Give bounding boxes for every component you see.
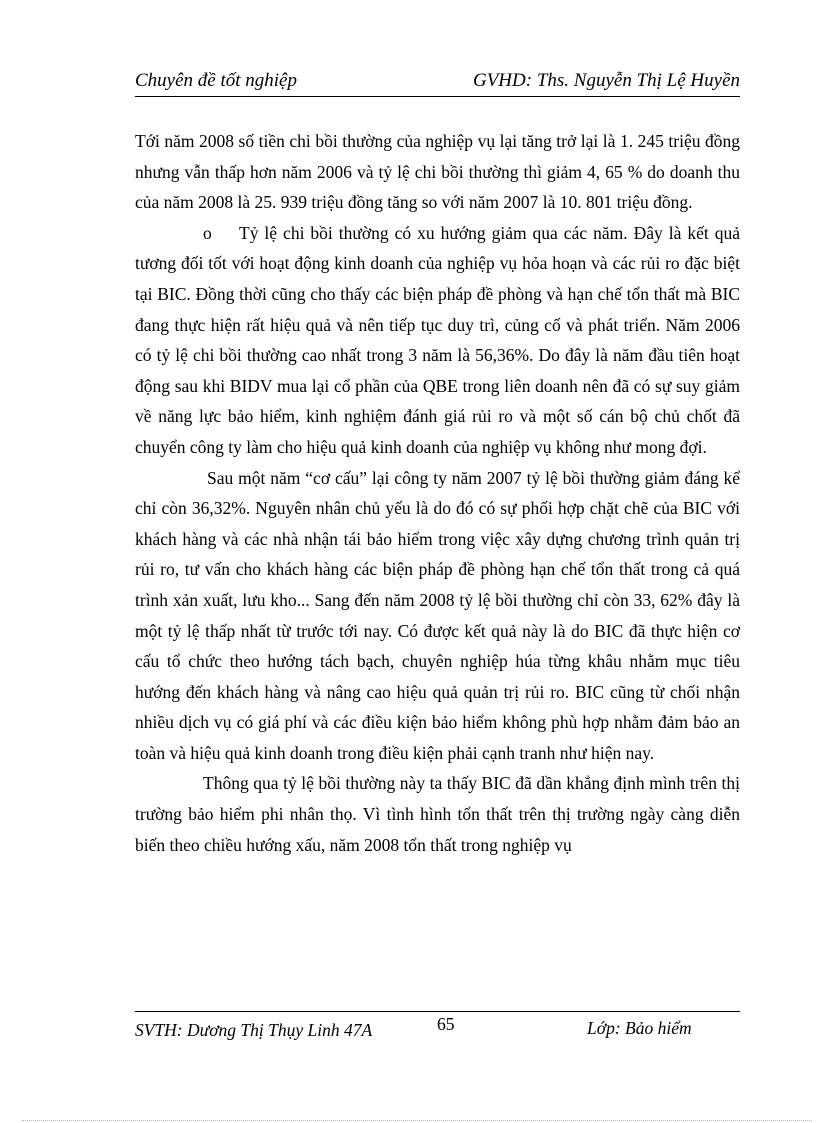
- bullet-circle-icon: o: [203, 222, 212, 243]
- header-course-title: Chuyên đề tốt nghiệp: [135, 70, 297, 91]
- paragraph-2: [135, 218, 740, 463]
- page-header: [135, 66, 740, 97]
- footer-class: Lớp: Bảo hiểm: [587, 1018, 692, 1038]
- footer-student: SVTH: Dương Thị Thụy Linh 47A: [135, 1020, 373, 1040]
- document-body: [135, 126, 740, 860]
- header-supervisor: GVHD: Ths. Nguyễn Thị Lệ Huyền: [472, 70, 740, 91]
- paragraph-3: Sau một năm “cơ cấu” lại công ty năm 2007 tỷ lệ bồi thường giảm đáng kể chỉ còn 36,32%. Nguyên nhân chủ yếu là do đó có sự phối hợp chặt chẽ của BIC với khách hàng và các nhà nhận tái bảo hiểm trong việc xây dựng chương trình quản trị rủi ro, tư vấn cho khách hàng các biện pháp đề phòng hạn chế tổn thất trong cả quá trình xản xuất, lưu kho... Sang đến năm 2008 tỷ lệ bồi thường chỉ còn 33, 62% đây là một tỷ lệ thấp nhất từ trước tới nay. Có được kết quả này là do BIC đã thực hiện cơ cấu tổ chức theo hướng tách bạch, chuyên nghiệp húa từng khâu nhằm mục tiêu hướng đến khách hàng và nâng cao hiệu quả quản trị rủi ro. BIC cũng từ chối nhận nhiều dịch vụ có giá phí và các điều kiện bảo hiểm không phù hợp nhằm đảm bảo an toàn và hiệu quả kinh doanh trong điều kiện phải cạnh tranh như hiện nay.: [135, 467, 740, 763]
- paragraph-1: Tới năm 2008 số tiền chi bồi thường của nghiệp vụ lại tăng trở lại là 1. 245 triệu đồng nhưng vẫn thấp hơn năm 2006 và tỷ lệ chi bồi thường thì giảm 4, 65 % do doanh thu của năm 2008 là 25. 939 triệu đồng tăng so với năm 2007 là 10. 801 triệu đồng.: [135, 131, 740, 213]
- page-footer: [135, 1011, 740, 1040]
- page-edge-divider: [22, 1120, 812, 1121]
- paragraph-2-text: Tỷ lệ chi bồi thường có xu hướng giảm qua các năm. Đây là kết quả tương đối tốt với hoạt động kinh doanh của nghiệp vụ hỏa hoạn và các rủi ro đặc biệt tại BIC. Đồng thời cũng cho thấy các biện pháp đề phòng và hạn chế tổn thất mà BIC đang thực hiện rất hiệu quả và nên tiếp tục duy trì, củng cố và phát triển. Năm 2006 có tỷ lệ chi bồi thường cao nhất trong 3 năm là 56,36%. Do đây là năm đầu tiên hoạt động sau khi BIDV mua lại cổ phần của QBE trong liên doanh nên đã có sự suy giảm về năng lực bảo hiểm, kinh nghiệm đánh giá rủi ro và một số cán bộ chủ chốt đã chuyển công ty làm cho hiệu quả kinh doanh của nghiệp vụ không như mong đợi.: [135, 222, 740, 457]
- page-number: 65: [437, 1014, 455, 1034]
- paragraph-4: Thông qua tỷ lệ bồi thường này ta thấy BIC đã dần khẳng định mình trên thị trường bảo hiểm phi nhân thọ. Vì tình hình tổn thất trên thị trường ngày càng diễn biến theo chiều hướng xấu, năm 2008 tổn thất trong nghiệp vụ: [135, 773, 740, 855]
